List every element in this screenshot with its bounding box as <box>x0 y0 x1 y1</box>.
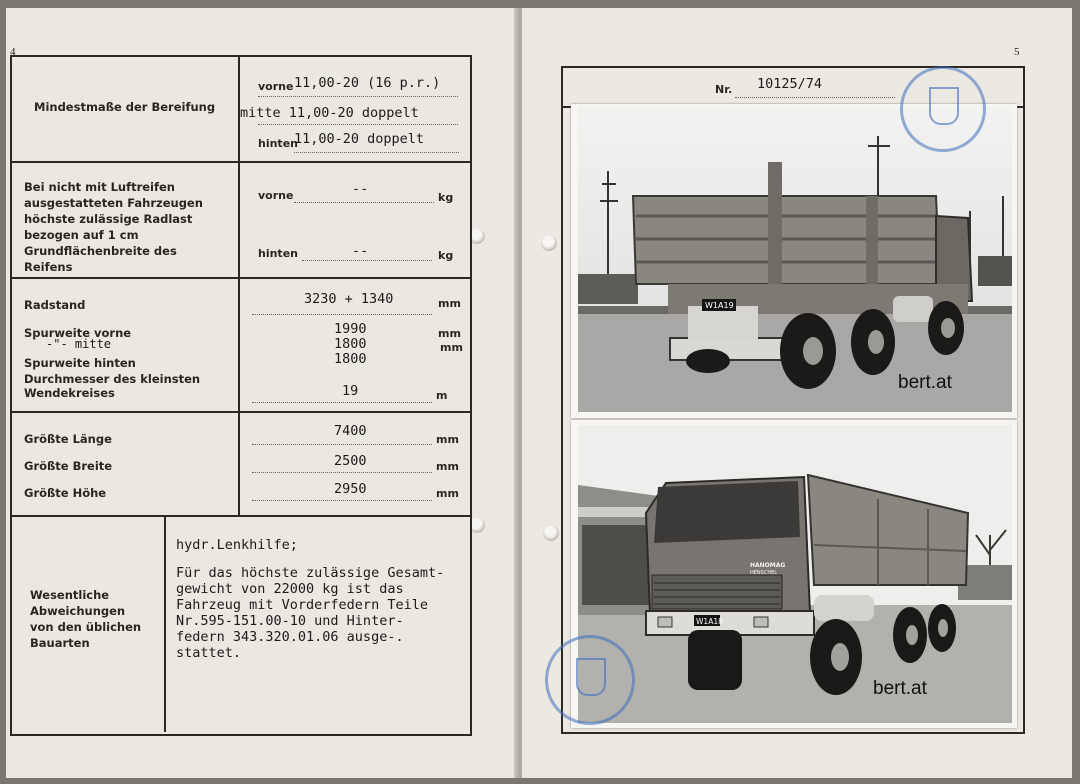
truck-photo-front <box>578 425 1012 723</box>
cab-brand-sub: HENSCHEL <box>750 570 778 576</box>
turning-circle-unit: m <box>436 389 448 402</box>
section-overall-size <box>12 411 470 517</box>
deviations-label-3: von den üblichen <box>30 620 142 634</box>
watermark-bottom: bert.at <box>873 678 927 699</box>
page-number-left: 4 <box>10 46 16 58</box>
height-value: 2950 <box>334 481 367 497</box>
track-front-unit: mm <box>438 327 461 340</box>
tires-front-label: vorne <box>258 80 294 93</box>
section-tires <box>12 57 470 163</box>
deviation-line: federn 343.320.01.06 ausge-. <box>176 629 404 645</box>
width-unit: mm <box>436 460 459 473</box>
length-unit: mm <box>436 433 459 446</box>
plate-front: W1A18 <box>696 617 723 626</box>
wheel-load-rear-label: hinten <box>258 247 298 260</box>
deviation-line: hydr.Lenkhilfe; <box>176 537 298 553</box>
height-label: Größte Höhe <box>24 486 107 500</box>
height-unit: mm <box>436 487 459 500</box>
wheel-load-rear-unit: kg <box>438 249 454 262</box>
wheel-load-front-label: vorne <box>258 189 294 202</box>
section-deviations <box>12 515 470 732</box>
track-rear-value: 1800 <box>334 351 367 367</box>
wheel-load-front-unit: kg <box>438 191 454 204</box>
section-wheel-load <box>12 161 470 279</box>
cab-brand: HANOMAG <box>750 562 786 569</box>
tires-rear-value: 11,00-20 doppelt <box>294 131 425 147</box>
punch-hole <box>541 235 557 251</box>
deviation-line: Für das höchste zulässige Gesamt- <box>176 565 445 581</box>
watermark-top: bert.at <box>898 372 952 393</box>
registration-form-table <box>10 55 472 736</box>
track-front-value: 1990 <box>334 321 367 337</box>
tires-rear-label: hinten <box>258 137 298 150</box>
truck-rear-view-image <box>578 106 1012 412</box>
width-value: 2500 <box>334 453 367 469</box>
nr-value: 10125/74 <box>757 76 823 92</box>
turning-circle-value: 19 <box>342 383 359 399</box>
turning-circle-label: Durchmesser des kleinsten <box>24 372 201 386</box>
official-stamp-top <box>900 66 986 152</box>
wheelbase-unit: mm <box>438 297 461 310</box>
section-track-dimensions <box>12 277 470 413</box>
nr-label: Nr. <box>715 83 733 96</box>
turning-circle-label-2: Wendekreises <box>24 386 115 400</box>
wheel-load-label: Bei nicht mit Luftreifen ausgestatteten Fahrzeugen höchste zulässige Radlast bezogen auf 1 cm Grundflächenbreite des Reifens <box>24 180 203 274</box>
deviation-line: Fahrzeug mit Vorderfedern Teile <box>176 597 428 613</box>
page-number-right: 5 <box>1014 46 1020 58</box>
tires-middle-value: mitte 11,00-20 doppelt <box>240 105 419 121</box>
length-label: Größte Länge <box>24 432 112 446</box>
deviation-line: stattet. <box>176 645 242 661</box>
tires-front-value: 11,00-20 (16 p.r.) <box>294 75 441 91</box>
deviations-label-4: Bauarten <box>30 636 90 650</box>
track-rear-label: Spurweite hinten <box>24 356 136 370</box>
wheelbase-label: Radstand <box>24 298 86 312</box>
deviation-line: Nr.595-151.00-10 und Hinter- <box>176 613 404 629</box>
truck-front-view-image <box>578 425 1012 723</box>
deviations-label-1: Wesentliche <box>30 588 110 602</box>
official-stamp-bottom <box>545 635 635 725</box>
deviation-line: gewicht von 22000 kg ist das <box>176 581 404 597</box>
track-middle-value: 1800 <box>334 336 367 352</box>
wheelbase-value: 3230 + 1340 <box>304 291 394 307</box>
track-front-label: Spurweite vorne <box>24 326 132 340</box>
wheel-load-rear-value: -- <box>352 243 369 259</box>
length-value: 7400 <box>334 423 367 439</box>
track-middle-unit: mm <box>440 341 463 354</box>
plate-rear: W1A19 <box>705 301 734 310</box>
track-middle-label: -"- mitte <box>46 337 112 351</box>
truck-photo-rear <box>578 106 1012 412</box>
width-label: Größte Breite <box>24 459 113 473</box>
punch-hole <box>543 525 559 541</box>
wheel-load-front-value: -- <box>352 181 369 197</box>
tires-label: Mindestmaße der Bereifung <box>34 100 216 114</box>
deviations-label-2: Abweichungen <box>30 604 126 618</box>
